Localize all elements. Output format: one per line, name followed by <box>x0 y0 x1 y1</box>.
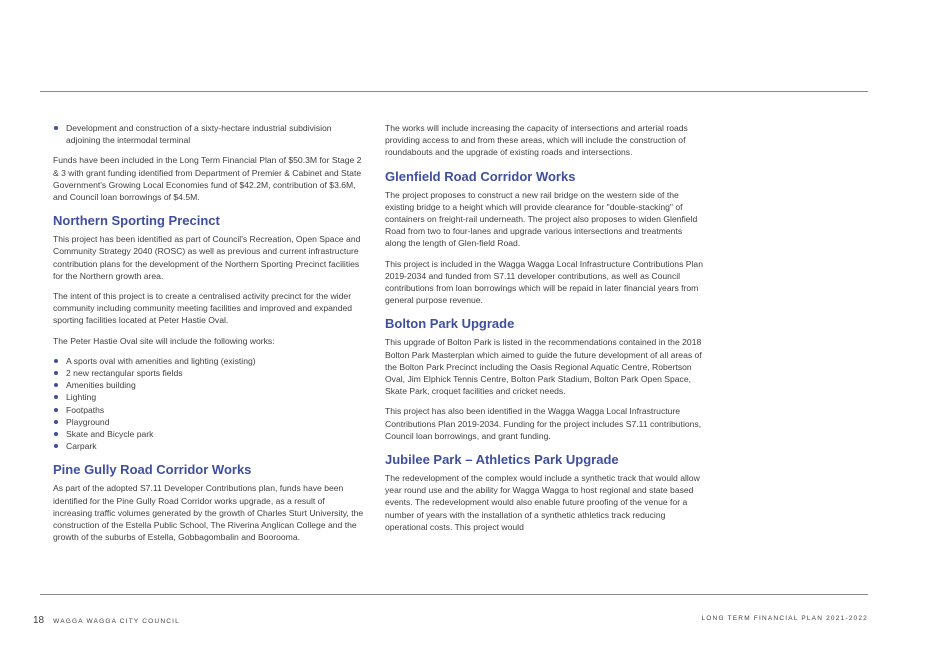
footer-left <box>33 615 180 626</box>
list-item-text: Lighting <box>66 392 97 403</box>
list-item <box>53 391 365 403</box>
list-item <box>53 122 365 146</box>
list-item <box>53 379 365 391</box>
paragraph: The intent of this project is to create a centralised activity precinct for the wider community including community meeting facilities and improved and expanded sporting facilities located at Peter Hastie Oval. <box>53 291 353 326</box>
paragraph: This project has also been identified in the Wagga Wagga Local Infrastructure Contributions Plan 2019-2034. Funding for the project includes S7.11 contributions, Council loan borrowings, and grant funding. <box>385 406 702 441</box>
bullet-icon <box>54 359 58 363</box>
paragraph: The project proposes to construct a new rail bridge on the western side of the existing bridge to a height which will provide clearance for "double-stacking" of containers on freight-rail underneath. The project also proposes to widen Glenfield Road from two to four-lanes and upgrade various intersections and treatments along the length of Glen-field Road. <box>385 189 698 249</box>
bullet-icon <box>54 383 58 387</box>
left-column <box>53 122 365 551</box>
paragraph: This project is included in the Wagga Wagga Local Infrastructure Contributions Plan 2019-2034 and funded from S7.11 developer contributions, as well as Council contributions from loan borrowings which will be repaid in later financial years from general purpose revenue. <box>385 258 703 306</box>
bullet-icon <box>54 395 58 399</box>
list-item-text: 2 new rectangular sports fields <box>66 368 183 379</box>
list-item <box>53 440 365 452</box>
list-item-text: Development and construction of a sixty-hectare industrial subdivision adjoining the intermodal terminal <box>66 123 332 146</box>
bullet-icon <box>54 444 58 448</box>
list-item-text: Carpark <box>66 441 97 452</box>
section-heading-glenfield-road: Glenfield Road Corridor Works <box>385 168 576 184</box>
list-item <box>53 404 365 416</box>
bullet-icon <box>54 408 58 412</box>
top-divider <box>40 91 868 92</box>
list-item-text: Playground <box>66 416 110 427</box>
bullet-icon <box>54 126 58 130</box>
list-item-text: Amenities building <box>66 380 136 391</box>
list-item-text: A sports oval with amenities and lighting (existing) <box>66 355 256 366</box>
paragraph: Funds have been included in the Long Term Financial Plan of $50.3M for Stage 2 & 3 with grant funding identified from Department of Premier & Cabinet and State Government's Growing Local Economies fund of $42.2M, contribution of $3.6M, and Council loan borrowings of $4.5M. <box>53 155 362 203</box>
section-heading-bolton-park: Bolton Park Upgrade <box>385 316 515 332</box>
bottom-divider <box>40 594 868 595</box>
bullet-icon <box>54 420 58 424</box>
list-item <box>53 416 365 428</box>
list-item <box>53 355 365 367</box>
section-heading-northern-sporting-precinct: Northern Sporting Precinct <box>53 213 220 229</box>
paragraph: This project has been identified as part of Council's Recreation, Open Space and Community Strategy 2040 (ROSC) as well as previous and current infrastructure contribution plans for the development of the Northern Sporting Precinct facilities for the Northern growth area. <box>53 234 361 281</box>
paragraph: This upgrade of Bolton Park is listed in the recommendations contained in the 2018 Bolton Park Masterplan which aimed to guide the future development of all areas of the Bolton Park Precinct including the Oasis Regional Aquatic Centre, Robertson Oval, Jim Elphick Tennis Centre, Bolton Park Stadium, Bolton Park Open Space, Skate Park, croquet facilities and cricket needs. <box>385 337 702 397</box>
works-list <box>53 355 365 453</box>
paragraph: As part of the adopted S7.11 Developer Contributions plan, funds have been identified for the Pine Gully Road Corridor works upgrade, as a result of increasing traffic volumes generated by the growth of Charles Sturt University, the construction of the Estella Public School, The Riverina Anglican College and the growth of the suburbs of Estella, Gobbagombalin and Boorooma. <box>53 483 364 543</box>
intro-bullet-list <box>53 122 365 146</box>
document-title: LONG TERM FINANCIAL PLAN 2021-2022 <box>701 615 868 622</box>
list-item <box>53 367 365 379</box>
list-item-text: Footpaths <box>66 404 105 415</box>
organisation-name: WAGGA WAGGA CITY COUNCIL <box>53 618 180 625</box>
list-item-text: Skate and Bicycle park <box>66 429 154 440</box>
bullet-icon <box>54 432 58 436</box>
list-item <box>53 428 365 440</box>
section-heading-jubilee-park: Jubilee Park – Athletics Park Upgrade <box>385 452 619 468</box>
paragraph: The works will include increasing the capacity of intersections and arterial roads providing access to and from these areas, which will include the construction of roundabouts and the upgrade of existing roads and intersections. <box>385 123 688 158</box>
paragraph: The redevelopment of the complex would include a synthetic track that would allow year round use and the ability for Wagga Wagga to host regional and state based events. The redevelopment would also enable future proofing of the venue for a number of years with the installation of a synthetic athletics track reducing operational costs. This project would <box>385 473 700 532</box>
right-column <box>385 122 703 541</box>
bullet-icon <box>54 371 58 375</box>
paragraph: The Peter Hastie Oval site will include the following works: <box>53 335 275 346</box>
page-number: 18 <box>33 615 45 626</box>
section-heading-pine-gully-road: Pine Gully Road Corridor Works <box>53 462 252 478</box>
